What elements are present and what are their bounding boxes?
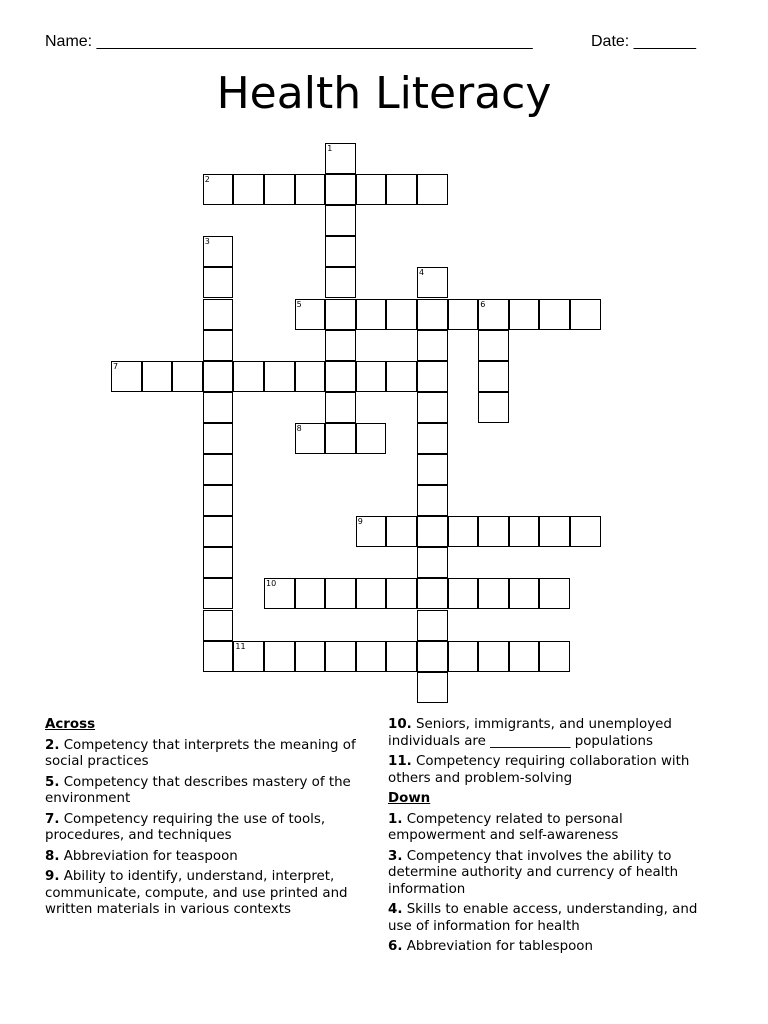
crossword-cell[interactable] bbox=[203, 392, 234, 423]
crossword-cell[interactable] bbox=[356, 516, 387, 547]
clue-text: Competency that involves the ability to determine authority and currency of health information bbox=[388, 848, 679, 897]
crossword-cell[interactable] bbox=[386, 361, 417, 392]
clue-text: Ability to identify, understand, interpret, communicate, compute, and use printed and written materials in various contexts bbox=[45, 869, 348, 917]
crossword-cell[interactable] bbox=[417, 174, 448, 205]
clue-text: Competency that describes mastery of the environment bbox=[45, 774, 351, 806]
clue-text: Competency related to personal empowerment and self-awareness bbox=[388, 811, 623, 843]
cell-number: 11 bbox=[235, 641, 246, 651]
crossword-cell[interactable] bbox=[448, 299, 479, 330]
crossword-cell[interactable] bbox=[478, 641, 509, 672]
page-title: Health Literacy bbox=[216, 68, 552, 119]
crossword-cell[interactable] bbox=[448, 578, 479, 609]
crossword-cell[interactable] bbox=[386, 578, 417, 609]
crossword-cell[interactable] bbox=[203, 578, 234, 609]
crossword-cell[interactable] bbox=[325, 236, 356, 267]
crossword-cell[interactable] bbox=[264, 361, 295, 392]
crossword-cell[interactable] bbox=[295, 174, 326, 205]
crossword-cell[interactable] bbox=[417, 454, 448, 485]
crossword-cell[interactable] bbox=[295, 299, 326, 330]
crossword-cell[interactable] bbox=[417, 299, 448, 330]
cell-number: 9 bbox=[357, 517, 363, 527]
clue-down-3: 3. Competency that involves the ability to determine authority and currency of health information bbox=[388, 848, 679, 897]
name-field-label: Name: _________________________________________________ bbox=[45, 33, 533, 50]
crossword-cell[interactable] bbox=[325, 143, 356, 174]
cell-number: 5 bbox=[296, 299, 302, 309]
crossword-cell[interactable] bbox=[478, 516, 509, 547]
cell-number: 2 bbox=[204, 175, 210, 185]
crossword-cell[interactable] bbox=[417, 547, 448, 578]
clue-across-10: 10. Seniors, immigrants, and unemployed individuals are ____________ populations bbox=[388, 717, 672, 749]
crossword-cell[interactable] bbox=[295, 423, 326, 454]
crossword-cell[interactable] bbox=[417, 330, 448, 361]
crossword-cell[interactable] bbox=[448, 641, 479, 672]
crossword-cell[interactable] bbox=[386, 641, 417, 672]
clue-number: 5 bbox=[45, 774, 55, 790]
crossword-cell[interactable] bbox=[356, 423, 387, 454]
across-heading: Across bbox=[45, 717, 96, 732]
crossword-cell[interactable] bbox=[478, 330, 509, 361]
clue-text: Seniors, immigrants, and unemployed individuals are ____________ populations bbox=[388, 717, 672, 749]
crossword-cell[interactable] bbox=[417, 641, 448, 672]
crossword-cell[interactable] bbox=[295, 641, 326, 672]
crossword-cell[interactable] bbox=[203, 267, 234, 298]
crossword-cell[interactable] bbox=[539, 578, 570, 609]
crossword-cell[interactable] bbox=[233, 174, 264, 205]
crossword-cell[interactable] bbox=[325, 578, 356, 609]
clue-number: 2 bbox=[45, 737, 55, 753]
clue-text: Competency requiring the use of tools, procedures, and techniques bbox=[45, 811, 326, 843]
clue-across-7: 7. Competency requiring the use of tools, procedures, and techniques bbox=[45, 811, 326, 843]
crossword-cell[interactable] bbox=[172, 361, 203, 392]
crossword-cell[interactable] bbox=[233, 361, 264, 392]
clue-text: Competency requiring collaboration with others and problem-solving bbox=[388, 754, 690, 786]
crossword-cell[interactable] bbox=[264, 641, 295, 672]
crossword-cell[interactable] bbox=[325, 392, 356, 423]
clue-text: Skills to enable access, understanding, and use of information for health bbox=[388, 902, 698, 934]
cell-number: 10 bbox=[266, 579, 277, 589]
down-heading: Down bbox=[388, 791, 431, 806]
crossword-cell[interactable] bbox=[264, 174, 295, 205]
crossword-cell[interactable] bbox=[539, 641, 570, 672]
crossword-cell[interactable] bbox=[386, 174, 417, 205]
clues-left-column bbox=[45, 717, 370, 923]
clue-number: 9 bbox=[45, 869, 55, 884]
clue-text: Abbreviation for teaspoon bbox=[63, 848, 238, 864]
crossword-cell[interactable] bbox=[417, 361, 448, 392]
clue-across-2: 2. Competency that interprets the meaning of social practices bbox=[45, 737, 356, 769]
clue-number: 8 bbox=[45, 848, 55, 864]
clue-number: 3 bbox=[388, 848, 398, 864]
cell-number: 8 bbox=[296, 423, 302, 433]
crossword-cell[interactable] bbox=[509, 641, 540, 672]
clue-number: 6 bbox=[388, 939, 398, 954]
crossword-cell[interactable] bbox=[356, 174, 387, 205]
crossword-cell[interactable] bbox=[203, 454, 234, 485]
crossword-cell[interactable] bbox=[203, 516, 234, 547]
clue-down-4: 4. Skills to enable access, understanding, and use of information for health bbox=[388, 902, 698, 934]
crossword-cell[interactable] bbox=[417, 516, 448, 547]
crossword-cell[interactable] bbox=[356, 361, 387, 392]
crossword-cell[interactable] bbox=[570, 516, 601, 547]
crossword-cell[interactable] bbox=[478, 299, 509, 330]
clue-number: 1 bbox=[388, 811, 398, 827]
clue-down-6: 6. Abbreviation for tablespoon bbox=[388, 939, 593, 954]
crossword-cell[interactable] bbox=[417, 267, 448, 298]
clue-number: 10 bbox=[388, 717, 407, 732]
crossword-cell[interactable] bbox=[325, 641, 356, 672]
clue-across-8: 8. Abbreviation for teaspoon bbox=[45, 848, 238, 864]
crossword-cell[interactable] bbox=[509, 578, 540, 609]
crossword-cell[interactable] bbox=[203, 361, 234, 392]
crossword-cell[interactable] bbox=[203, 485, 234, 516]
clue-down-1: 1. Competency related to personal empowerment and self-awareness bbox=[388, 811, 623, 843]
crossword-cell[interactable] bbox=[356, 299, 387, 330]
crossword-cell[interactable] bbox=[509, 516, 540, 547]
clue-across-9: 9. Ability to identify, understand, interpret, communicate, compute, and use printed and written materials in various contexts bbox=[45, 869, 348, 917]
crossword-cell[interactable] bbox=[325, 174, 356, 205]
crossword-cell[interactable] bbox=[417, 610, 448, 641]
crossword-cell[interactable] bbox=[417, 578, 448, 609]
crossword-cell[interactable] bbox=[203, 641, 234, 672]
cell-number: 3 bbox=[204, 237, 210, 247]
crossword-cell[interactable] bbox=[570, 299, 601, 330]
crossword-cell[interactable] bbox=[325, 330, 356, 361]
crossword-cell[interactable] bbox=[295, 361, 326, 392]
crossword-cell[interactable] bbox=[203, 299, 234, 330]
clue-number: 7 bbox=[45, 811, 55, 827]
crossword-cell[interactable] bbox=[203, 547, 234, 578]
crossword-cell[interactable] bbox=[325, 205, 356, 236]
clue-number: 11 bbox=[388, 754, 407, 769]
clue-text: Abbreviation for tablespoon bbox=[406, 939, 593, 954]
clues-right-column bbox=[388, 717, 718, 960]
cell-number: 7 bbox=[113, 361, 119, 371]
crossword-cell[interactable] bbox=[142, 361, 173, 392]
crossword-cell[interactable] bbox=[203, 174, 234, 205]
cell-number: 6 bbox=[480, 299, 486, 309]
crossword-cell[interactable] bbox=[539, 516, 570, 547]
crossword-cell[interactable] bbox=[325, 361, 356, 392]
date-field-label: Date: _______ bbox=[591, 33, 696, 50]
cell-number: 4 bbox=[419, 268, 425, 278]
crossword-cell[interactable] bbox=[417, 423, 448, 454]
crossword-cell[interactable] bbox=[539, 299, 570, 330]
crossword-cell[interactable] bbox=[264, 578, 295, 609]
crossword-cell[interactable] bbox=[203, 330, 234, 361]
crossword-cell[interactable] bbox=[448, 516, 479, 547]
cell-number: 1 bbox=[327, 144, 333, 153]
crossword-cell[interactable] bbox=[478, 392, 509, 423]
crossword-cell[interactable] bbox=[295, 578, 326, 609]
crossword-cell[interactable] bbox=[203, 610, 234, 641]
crossword-cell[interactable] bbox=[325, 423, 356, 454]
clue-across-5: 5. Competency that describes mastery of the environment bbox=[45, 774, 351, 806]
crossword-cell[interactable] bbox=[203, 236, 234, 267]
crossword-cell[interactable] bbox=[478, 578, 509, 609]
crossword-cell[interactable] bbox=[478, 361, 509, 392]
crossword-cell[interactable] bbox=[417, 485, 448, 516]
crossword-cell[interactable] bbox=[356, 578, 387, 609]
crossword-cell[interactable] bbox=[386, 299, 417, 330]
crossword-cell[interactable] bbox=[417, 672, 448, 703]
crossword-cell[interactable] bbox=[509, 299, 540, 330]
crossword-cell[interactable] bbox=[417, 392, 448, 423]
crossword-cell[interactable] bbox=[325, 299, 356, 330]
crossword-cell[interactable] bbox=[325, 267, 356, 298]
clue-across-11: 11. Competency requiring collaboration with others and problem-solving bbox=[388, 754, 690, 786]
crossword-cell[interactable] bbox=[233, 641, 264, 672]
crossword-cell[interactable] bbox=[203, 423, 234, 454]
crossword-cell[interactable] bbox=[111, 361, 142, 392]
clue-number: 4 bbox=[388, 902, 398, 917]
crossword-cell[interactable] bbox=[356, 641, 387, 672]
crossword-cell[interactable] bbox=[386, 516, 417, 547]
clue-text: Competency that interprets the meaning of social practices bbox=[45, 737, 356, 769]
